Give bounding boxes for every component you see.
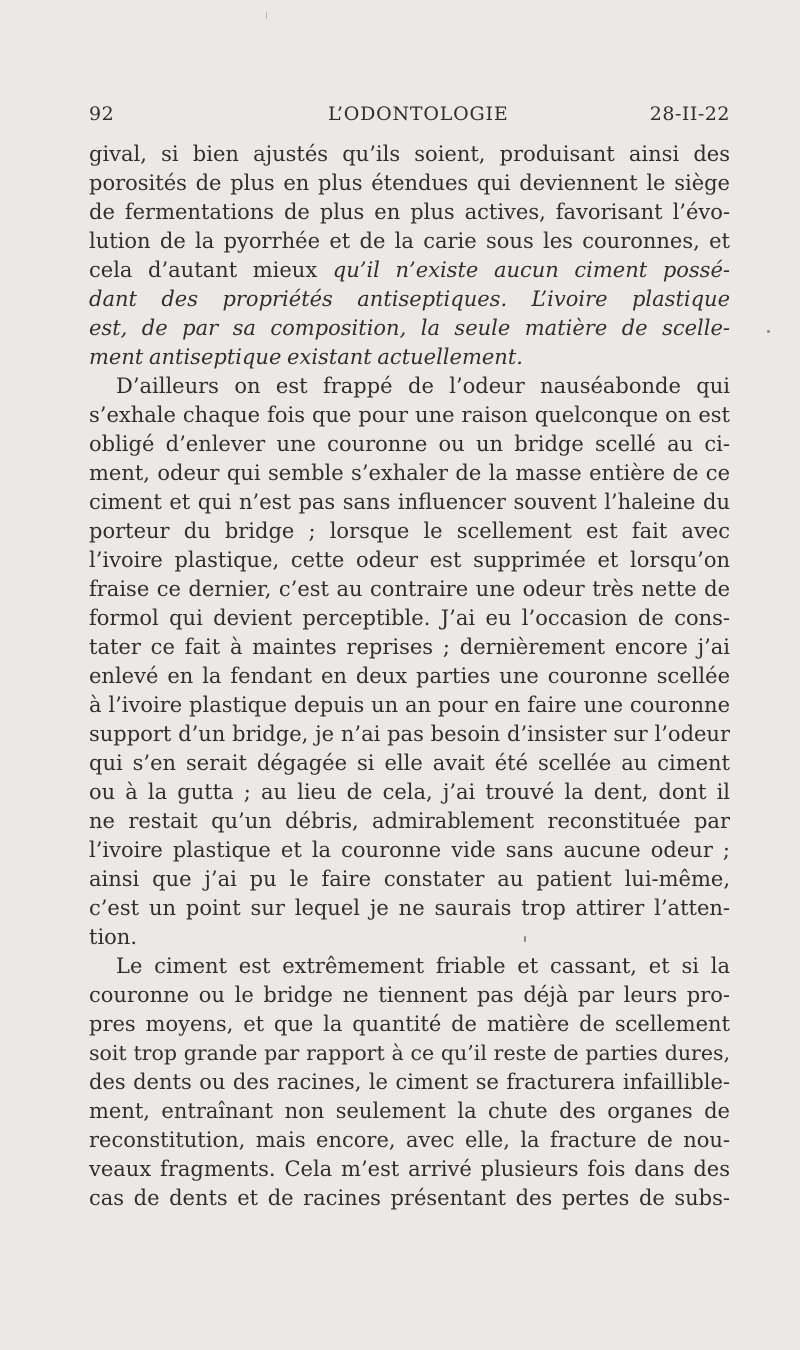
text-line: D’ailleurs on est frappé de l’odeur nauséabonde qui [116,374,730,398]
text-line: qui s’en serait dégagée si elle avait été scellée au ciment [89,751,730,775]
text-line: ne restait qu’un débris, admirablement reconstituée par [89,809,730,833]
text-line: l’ivoire plastique, cette odeur est supprimée et lorsqu’on [89,548,730,572]
text-line: obligé d’enlever une couronne ou un bridge scellé au ci- [89,432,730,456]
text-line: tater ce fait à maintes reprises ; dernièrement encore j’ai [89,635,730,659]
text-line: formol qui devient perceptible. J’ai eu l’occasion de cons- [89,606,730,630]
text-line: pres moyens, et que la quantité de matière de scellement [89,1012,730,1036]
text-line: l’ivoire plastique et la couronne vide sans aucune odeur ; [89,838,730,862]
text-line: fraise ce dernier, c’est au contraire une odeur très nette de [89,577,730,601]
text-line [89,314,730,343]
text-line: s’exhale chaque fois que pour une raison quelconque on est [89,403,730,427]
text-line: ciment et qui n’est pas sans influencer souvent l’haleine du [89,490,730,514]
text-line: ou à la gutta ; au lieu de cela, j’ai trouvé la dent, dont il [89,780,730,804]
text-line [89,285,730,314]
page-number: 92 [89,103,115,125]
text-line: gival, si bien ajustés qu’ils soient, produisant ainsi des [89,142,730,166]
body-text [89,140,730,1213]
text-line: c’est un point sur lequel je ne saurais trop attirer l’atten- [89,896,730,920]
text-line [89,343,730,372]
paper-speck [524,936,526,942]
text-line: tion. [89,925,137,949]
italic-text: ment antiseptique existant actuellement. [89,345,523,369]
journal-title: L’ODONTOLOGIE [328,103,509,125]
text-line: de fermentations de plus en plus actives, favorisant l’évo- [89,200,730,224]
text-line: porteur du bridge ; lorsque le scellement est fait avec [89,519,730,543]
paper-speck [266,12,267,19]
text-line: Le ciment est extrêmement friable et cassant, et si la [116,954,730,978]
text-line: à l’ivoire plastique depuis un an pour en faire une couronne [89,693,730,717]
text-line: ainsi que j’ai pu le faire constater au patient lui-même, [89,867,730,891]
text-line: enlevé en la fendant en deux parties une couronne scellée [89,664,730,688]
text-line: ment, entraînant non seulement la chute des organes de [89,1099,730,1123]
text-line: veaux fragments. Cela m’est arrivé plusieurs fois dans des [89,1157,730,1181]
text-line: porosités de plus en plus étendues qui deviennent le siège [89,171,730,195]
italic-text: dant des propriétés antiseptiques. L’ivoire plastique [89,287,730,311]
text-line: lution de la pyorrhée et de la carie sous les couronnes, et [89,229,730,253]
text-line: cas de dents et de racines présentant des pertes de subs- [89,1186,730,1210]
italic-text: est, de par sa composition, la seule matière de scelle- [89,316,730,340]
paper-speck [767,330,770,333]
italic-text: qu’il n’existe aucun ciment possé- [332,258,730,282]
text-line: soit trop grande par rapport à ce qu’il reste de parties dures, [89,1041,730,1065]
text-line: reconstitution, mais encore, avec elle, la fracture de nou- [89,1128,730,1152]
text-line: ment, odeur qui semble s’exhaler de la masse entière de ce [89,461,730,485]
text-line: cela d’autant mieux qu’il n’existe aucun ciment possé- [89,258,730,282]
running-head [89,103,730,131]
text-line: couronne ou le bridge ne tiennent pas déjà par leurs pro- [89,983,730,1007]
issue-date: 28-II-22 [649,103,730,125]
text-line: des dents ou des racines, le ciment se fracturera infaillible- [89,1070,730,1094]
text-line: support d’un bridge, je n’ai pas besoin d’insister sur l’odeur [89,722,730,746]
